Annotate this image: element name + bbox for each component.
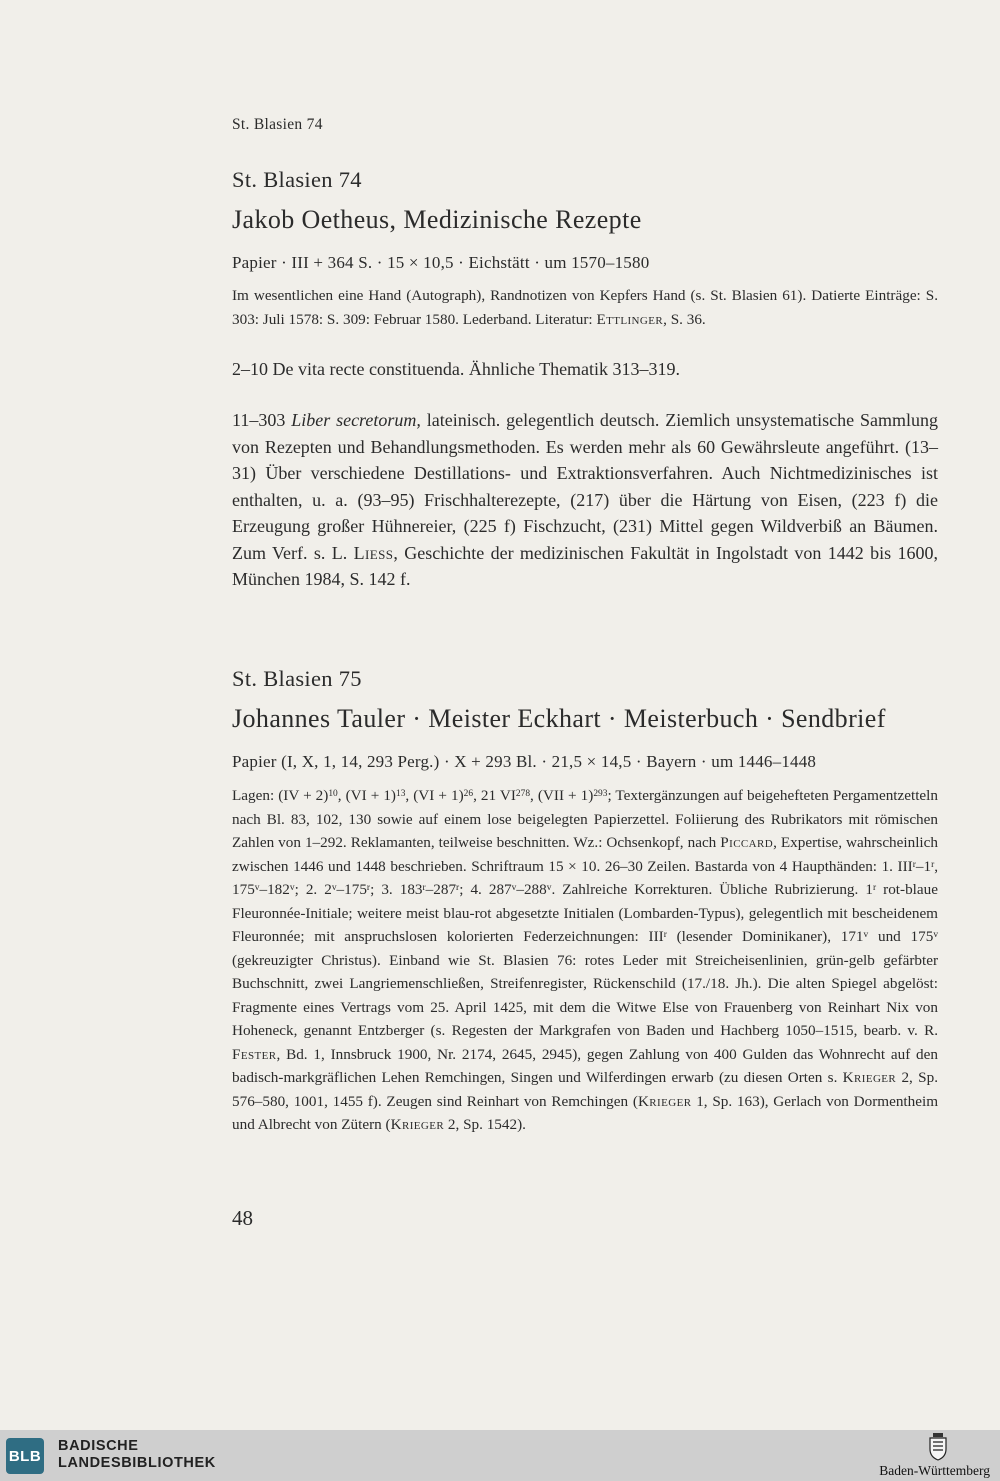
entry-1-codicology: Im wesentlichen eine Hand (Autograph), Randnotizen von Kepfers Hand (s. St. Blasien 61). Datierte Einträge: S. 303: Juli 1578: S. 309: Februar 1580. Lederband. Literatur: Ettlinger, S. 36. — [232, 287, 938, 328]
entry-1-shelfmark: St. Blasien 74 — [232, 167, 362, 192]
entry-2-title: Johannes Tauler · Meister Eckhart · Meisterbuch · Sendbrief — [232, 704, 886, 733]
library-name-line-2: LANDESBIBLIOTHEK — [58, 1455, 216, 1471]
blb-logo[interactable]: BLB — [6, 1438, 44, 1474]
running-head: St. Blasien 74 — [232, 116, 323, 133]
entry-2-shelfmark: St. Blasien 75 — [232, 666, 362, 691]
library-name-line-1: BADISCHE — [58, 1438, 139, 1454]
entry-1-content-1: 2–10 De vita recte constituenda. Ähnliche Thematik 313–319. — [232, 359, 681, 379]
page-number: 48 — [232, 1206, 253, 1230]
entry-1-physical-description: Papier · III + 364 S. · 15 × 10,5 · Eichstätt · um 1570–1580 — [232, 253, 650, 272]
entry-2-physical-description: Papier (I, X, 1, 14, 293 Perg.) · X + 293 Bl. · 21,5 × 14,5 · Bayern · um 1446–1448 — [232, 752, 817, 771]
state-name: Baden-Württemberg — [879, 1463, 990, 1478]
footer-bar — [0, 1430, 1000, 1481]
coat-of-arms-icon — [928, 1433, 948, 1461]
library-name — [58, 1438, 216, 1472]
entry-1-title: Jakob Oetheus, Medizinische Rezepte — [232, 205, 642, 234]
entry-1-content-2: 11–303 Liber secretorum, lateinisch. gelegentlich deutsch. Ziemlich unsystematische Sammlung von Rezepten und Behandlungsmethoden. Es werden mehr als 60 Gewährsleute angeführt. (13–31) Über verschiedene Destillations- und Extraktionsverfahren. Auch Nichtmedizinisches ist enthalten, u. a. (93–95) Frischhalterezepte, (217) über die Härtung von Eisen, (223 f) die Erzeugung großer Hühnereier, (225 f) Fischzucht, (231) Mittel gegen Wildverbiß an Bäumen. Zum Verf. s. L. Liess, Geschichte der medizinischen Fakultät in Ingolstadt von 1442 bis 1600, München 1984, S. 142 f. — [232, 410, 938, 589]
entry-2-codicology: Lagen: (IV + 2)$^{10}$, (VI + 1)$^{13}$, (VI + 1)$^{26}$, 21 VI$^{278}$, (VII + 1)$^{293}$; Textergänzungen auf beigehefteten Pergamentzetteln nach Bl. 83, 102, 130 sowie auf einem lose beigelegten Papierzettel. Foliierung des Rubrikators mit römischen Zahlen von 1–292. Reklamanten, teilweise beschnitten. Wz.: Ochsenkopf, nach Piccard, Expertise, wahrscheinlich zwischen 1446 und 1448 beschrieben. Schriftraum 15 × 10. 26–30 Zeilen. Bastarda von 4 Haupthänden: 1. III$^r$–1$^r$, 175$^v$–182$^v$; 2. 2$^v$–175$^r$; 3. 183$^r$–287$^r$; 4. 287$^v$–288$^v$. Zahlreiche Korrekturen. Übliche Rubrizierung. 1$^r$ rot-blaue Fleuronnée-Initiale; weitere meist blau-rot abgesetzte Initialen (Lombarden-Typus), gelegentlich mit bescheidenem Fleuronnée; mit anspruchslosen kolorierten Federzeichnungen: III$^r$ (lesender Dominikaner), 171$^v$ und 175$^v$ (gekreuzigter Christus). Einband wie St. Blasien 76: rotes Leder mit Streicheisenlinien, grün-gelb gefärbter Buchschnitt, zwei Langriemenschließen, Streifenregister, Rückenschild (17./18. Jh.). Die alten Spiegel abgelöst: Fragmente eines Vertrags vom 25. April 1425, mit dem die Witwe Else von Frauenberg von Reinhart Nix von Hoheneck, genannt Entzberger (s. Regesten der Markgrafen von Baden und Hachberg 1050–1515, bearb. v. R. Fester, Bd. 1, Innsbruck 1900, Nr. 2174, 2645, 2945), gegen Zahlung von 400 Gulden das Wohnrecht auf den badisch-markgräflichen Lehen Remchingen, Singen und Wilferdingen erwarb (zu diesen Orten s. Krieger 2, Sp. 576–580, 1001, 1455 f). Zeugen sind Reinhart von Remchingen (Krieger 1, Sp. 163), Gerlach von Dormentheim und Albrecht von Zütern (Krieger 2, Sp. 1542). — [232, 787, 939, 1133]
